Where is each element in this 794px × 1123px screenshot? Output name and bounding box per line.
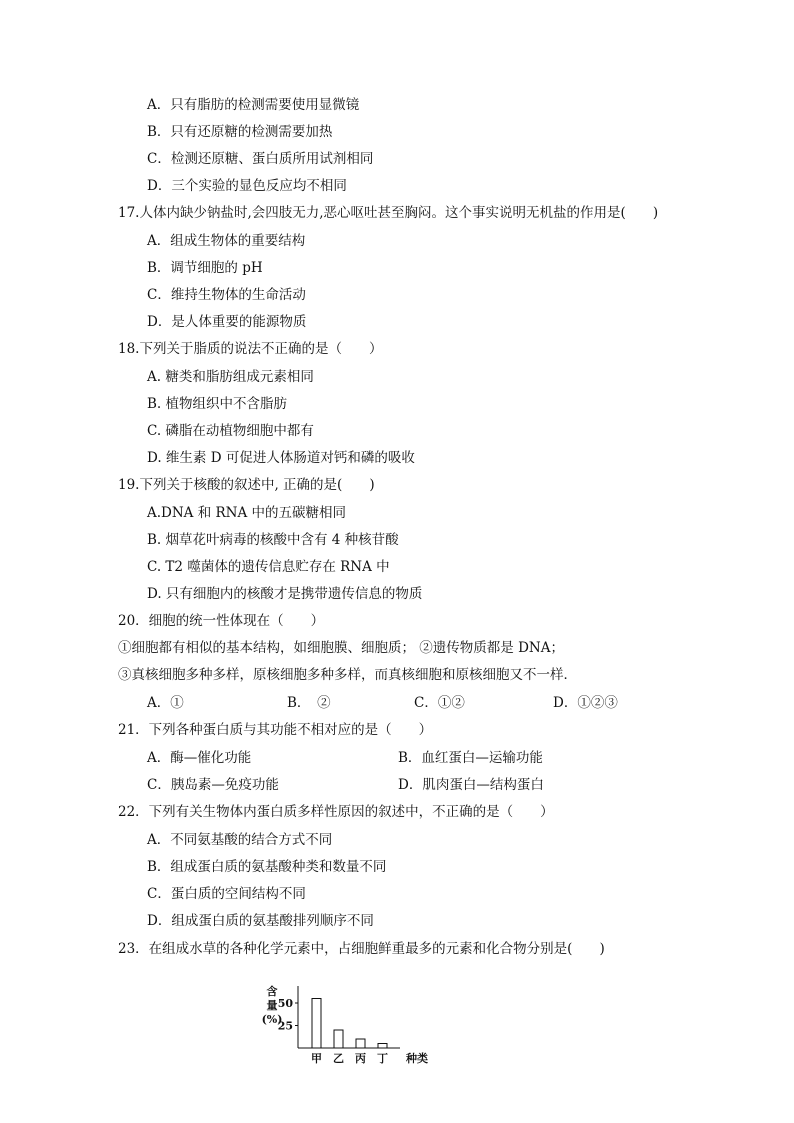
x-tick-label-丙: 丙 — [355, 1052, 366, 1065]
y-tick-label-25: 25 — [277, 1019, 293, 1033]
q18-option-d: D. 维生素 D 可促进人体肠道对钙和磷的吸收 — [147, 450, 415, 466]
bar-乙 — [334, 1030, 343, 1048]
q18-option-b: B. 植物组织中不含脂肪 — [147, 396, 288, 412]
q16-option-a: A．只有脂肪的检测需要使用显微镜 — [147, 97, 360, 113]
x-tick-label-乙: 乙 — [333, 1052, 344, 1065]
q20-option-b: B． ② — [287, 695, 331, 711]
q19-option-b: B. 烟草花叶病毒的核酸中含有 4 种核苷酸 — [147, 532, 399, 548]
q17-option-b: B．调节细胞的 pH — [147, 260, 263, 276]
y-axis-label-char: (%) — [261, 1013, 283, 1026]
bar-丁 — [378, 1044, 387, 1049]
q19-option-a: A.DNA 和 RNA 中的五碳糖相同 — [147, 505, 347, 521]
bar-甲 — [312, 999, 321, 1049]
q16-option-b: B．只有还原糖的检测需要加热 — [147, 124, 333, 140]
x-axis-label: 种类 — [406, 1052, 428, 1065]
q19-option-d: D. 只有细胞内的核酸才是携带遗传信息的物质 — [147, 586, 423, 602]
y-tick-label-50: 50 — [277, 997, 293, 1010]
q22-option-c: C．蛋白质的空间结构不同 — [147, 886, 306, 902]
q22-stem: 22．下列有关生物体内蛋白质多样性原因的叙述中，不正确的是（ ） — [118, 804, 554, 820]
q18-option-c: C. 磷脂在动植物细胞中都有 — [147, 423, 314, 439]
q17-option-a: A．组成生物体的重要结构 — [147, 233, 306, 249]
q20-option-a: A．① — [147, 695, 184, 711]
q20-option-d: D．①②③ — [553, 695, 618, 711]
q23-stem: 23．在组成水草的各种化学元素中，占细胞鲜重最多的元素和化合物分别是( ) — [118, 941, 605, 957]
q20-statement-1: ①细胞都有相似的基本结构，如细胞膜、细胞质； ②遗传物质都是 DNA； — [118, 640, 564, 656]
y-axis-label-char: 含 — [266, 985, 278, 998]
q20-option-c: C．①② — [414, 695, 465, 711]
q17-stem: 17.人体内缺少钠盐时,会四肢无力,恶心呕吐甚至胸闷。这个事实说明无机盐的作用是( ) — [118, 205, 659, 221]
q20-stem: 20．细胞的统一性体现在（ ） — [118, 613, 325, 629]
q22-option-a: A．不同氨基酸的结合方式不同 — [147, 832, 333, 848]
q22-option-b: B．组成蛋白质的氨基酸种类和数量不同 — [147, 859, 387, 875]
q16-option-c: C．检测还原糖、蛋白质所用试剂相同 — [147, 151, 374, 167]
q20-statement-2: ③真核细胞多种多样，原核细胞多种多样，而真核细胞和原核细胞又不一样． — [118, 667, 577, 683]
content-bar-chart — [260, 980, 440, 1070]
q21-option-b: B．血红蛋白—运输功能 — [398, 750, 543, 766]
x-tick-label-甲: 甲 — [311, 1052, 322, 1065]
q21-option-a: A．酶—催化功能 — [147, 750, 252, 766]
q18-stem: 18.下列关于脂质的说法不正确的是（ ） — [118, 341, 383, 357]
q17-option-d: D．是人体重要的能源物质 — [147, 314, 307, 330]
bar-丙 — [356, 1039, 365, 1048]
chart-svg — [260, 980, 440, 1070]
q22-option-d: D．组成蛋白质的氨基酸排列顺序不同 — [147, 913, 374, 929]
q21-stem: 21．下列各种蛋白质与其功能不相对应的是（ ） — [118, 722, 433, 738]
q21-option-d: D．肌肉蛋白—结构蛋白 — [398, 777, 544, 793]
y-axis-label-char: 量 — [266, 999, 278, 1012]
q21-option-c: C．胰岛素—免疫功能 — [147, 777, 279, 793]
q16-option-d: D．三个实验的显色反应均不相同 — [147, 178, 347, 194]
q17-option-c: C．维持生物体的生命活动 — [147, 287, 306, 303]
x-tick-label-丁: 丁 — [377, 1052, 388, 1065]
q18-option-a: A. 糖类和脂肪组成元素相同 — [147, 369, 314, 385]
q19-stem: 19.下列关于核酸的叙述中, 正确的是( ) — [118, 477, 375, 493]
q19-option-c: C. T2 噬菌体的遗传信息贮存在 RNA 中 — [147, 559, 390, 575]
